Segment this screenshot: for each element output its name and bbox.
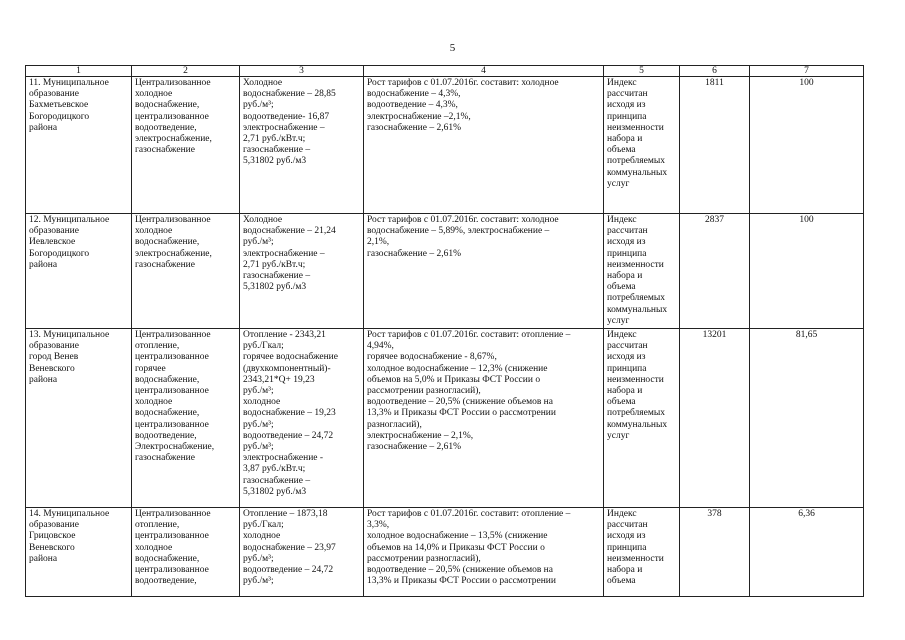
col7-cell: 100 xyxy=(750,77,864,214)
row-number: 14. xyxy=(29,509,41,520)
index-cell: Индекс рассчитан исходя из принципа неизменности набора и объема потребляемых коммунальных услуг xyxy=(604,329,680,508)
services-cell: Централизованное холодное водоснабжение, электроснабжение, газоснабжение xyxy=(132,214,240,329)
col7-cell: 81,65 xyxy=(750,329,864,508)
index-cell: Индекс рассчитан исходя из принципа неизменности набора и объема потребляемых коммунальных услуг xyxy=(604,77,680,214)
municipality-cell xyxy=(26,214,132,329)
tariffs-cell: Отопление - 2343,21 руб./Гкал; горячее водоснабжение (двухкомпонентный)- 2343,21*Q+ 19,23 руб./м³; холодное водоснабжение – 19,23 руб./м³; водоотведение – 24,72 руб./м³; электроснабжение - 3,87 руб./кВт.ч; газоснабжение – 5,31802 руб./м3 xyxy=(240,329,364,508)
col7-cell: 6,36 xyxy=(750,508,864,597)
header-col-4: 4 xyxy=(364,66,604,77)
page-number: 5 xyxy=(449,42,456,54)
municipality-cell xyxy=(26,329,132,508)
table-row xyxy=(26,214,864,329)
row-number: 11. xyxy=(29,78,41,88)
growth-cell: Рост тарифов с 01.07.2016г. составит: холодное водоснабжение – 4,3%, водоотведение – 4,3%, электроснабжение –2,1%, газоснабжение – 2,61% xyxy=(364,77,604,214)
municipality-name: Муниципальное образование город Венев Веневского района xyxy=(29,330,110,385)
header-row xyxy=(26,66,864,77)
municipality-name: Муниципальное образование Бахметьевское Богородицкого района xyxy=(29,78,109,133)
header-col-7: 7 xyxy=(750,66,864,77)
table-row xyxy=(26,77,864,214)
header-col-3: 3 xyxy=(240,66,364,77)
index-cell: Индекс рассчитан исходя из принципа неизменности набора и объема xyxy=(604,508,680,597)
growth-cell: Рост тарифов с 01.07.2016г. составит: холодное водоснабжение – 5,89%, электроснабжение – 2,1%, газоснабжение – 2,61% xyxy=(364,214,604,329)
municipality-cell xyxy=(26,77,132,214)
header-col-2: 2 xyxy=(132,66,240,77)
row-number: 12. xyxy=(29,215,41,225)
index-cell: Индекс рассчитан исходя из принципа неизменности набора и объема потребляемых коммунальных услуг xyxy=(604,214,680,329)
municipality-name: Муниципальное образование Иевлевское Богородицкого района xyxy=(29,215,110,270)
col6-cell: 1811 xyxy=(680,77,750,214)
table-row xyxy=(26,329,864,508)
table-row xyxy=(26,508,864,597)
header-col-6: 6 xyxy=(680,66,750,77)
municipality-name: Муниципальное образование Грицовское Веневского района xyxy=(29,509,110,564)
col6-cell: 378 xyxy=(680,508,750,597)
growth-cell: Рост тарифов с 01.07.2016г. составит: отопление – 4,94%, горячее водоснабжение - 8,67%, холодное водоснабжение – 12,3% (снижение объемов на 5,0% и Приказы ФСТ России о рассмотрении разногласий), водоотведение – 20,5% (снижение объемов на 13,3% и Приказы ФСТ России о рассмотрении разногласий), электроснабжение – 2,1%, газоснабжение – 2,61% xyxy=(364,329,604,508)
row-number: 13. xyxy=(29,330,41,341)
col6-cell: 13201 xyxy=(680,329,750,508)
col7-cell: 100 xyxy=(750,214,864,329)
header-col-1: 1 xyxy=(26,66,132,77)
services-cell: Централизованное отопление, централизованное горячее водоснабжение, централизованное холодное водоснабжение, централизованное водоотведение, Электроснабжение, газоснабжение xyxy=(132,329,240,508)
col6-cell: 2837 xyxy=(680,214,750,329)
municipality-cell xyxy=(26,508,132,597)
services-cell: Централизованное отопление, централизованное холодное водоснабжение, централизованное водоотведение, xyxy=(132,508,240,597)
tariffs-cell: Холодное водоснабжение – 21,24 руб./м³; электроснабжение – 2,71 руб./кВт.ч; газоснабжение – 5,31802 руб./м3 xyxy=(240,214,364,329)
services-cell: Централизованное холодное водоснабжение, централизованное водоотведение, электроснабжение, газоснабжение xyxy=(132,77,240,214)
tariffs-cell: Отопление – 1873,18 руб./Гкал; холодное водоснабжение – 23,97 руб./м³; водоотведение – 24,72 руб./м³; xyxy=(240,508,364,597)
tariff-table xyxy=(25,65,864,597)
header-col-5: 5 xyxy=(604,66,680,77)
tariffs-cell: Холодное водоснабжение – 28,85 руб./м³; водоотведение- 16,87 электроснабжение – 2,71 руб./кВт.ч; газоснабжение – 5,31802 руб./м3 xyxy=(240,77,364,214)
growth-cell: Рост тарифов с 01.07.2016г. составит: отопление – 3,3%, холодное водоснабжение – 13,5% (снижение объемов на 14,0% и Приказы ФСТ России о рассмотрении разногласий), водоотведение – 20,5% (снижение объемов на 13,3% и Приказы ФСТ России о рассмотрении xyxy=(364,508,604,597)
